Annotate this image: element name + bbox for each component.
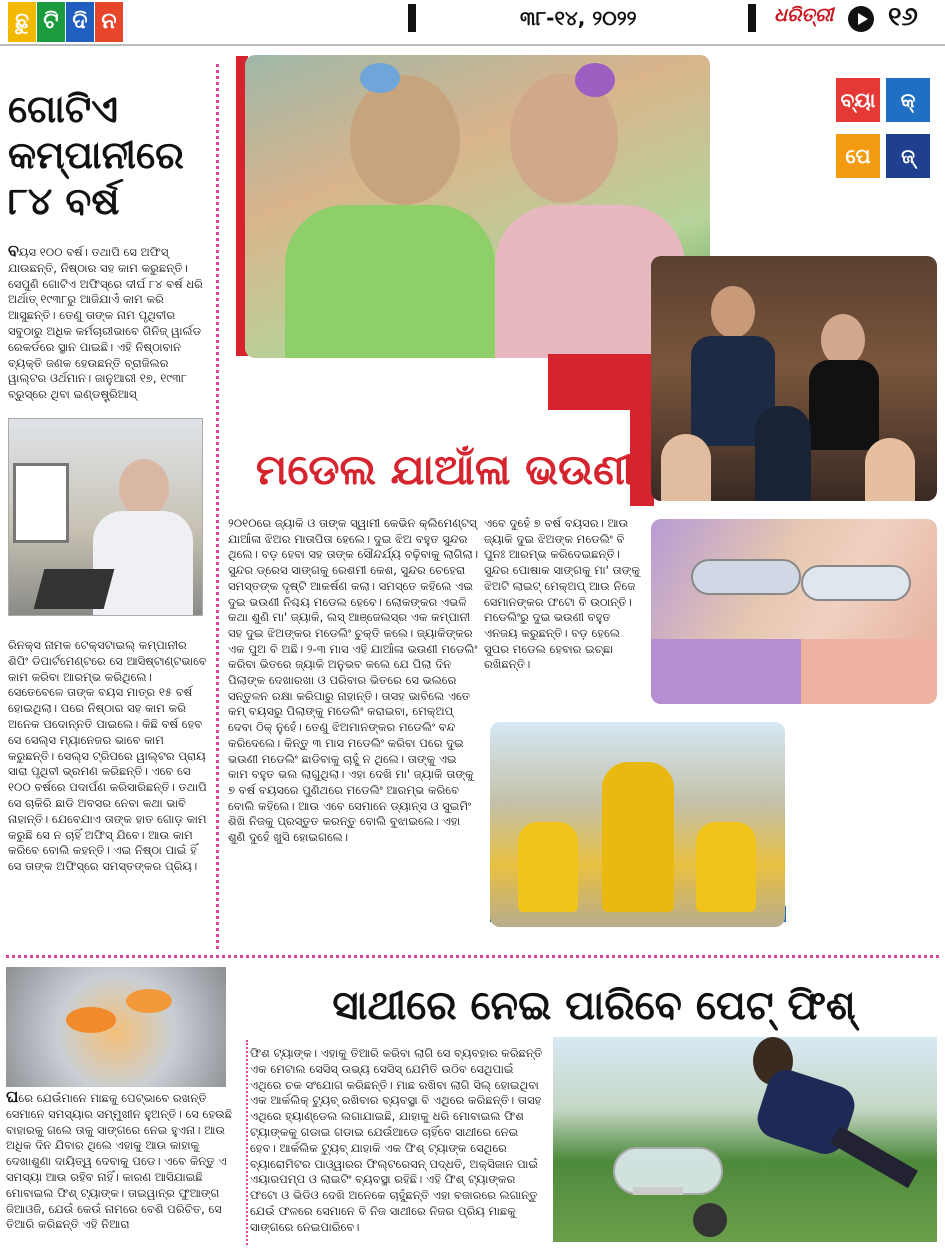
flower-crown	[575, 63, 615, 97]
badge-letter: ପେ	[836, 134, 880, 178]
woman-yellow-dress	[602, 762, 674, 912]
child	[755, 406, 811, 501]
dropcap: ବ	[8, 241, 19, 260]
column-divider	[246, 1040, 248, 1245]
man-leg	[830, 1126, 918, 1188]
green-dress	[285, 205, 495, 358]
logo-letter: ନ	[95, 2, 123, 42]
main-headline: ମଡେଲ ଯାଆଁଳା ଭଉଣୀ	[255, 445, 635, 494]
girl-head	[350, 75, 460, 205]
page-number: ୧୬	[888, 2, 918, 32]
sunglasses	[801, 565, 911, 601]
child	[661, 434, 711, 501]
newspaper-name: ଧରିତ୍ରୀ	[774, 4, 834, 26]
badge-letter: କ୍	[886, 78, 930, 122]
main-story-col1: ୨୦୧୦ରେ ଜ୍ୟାକି ଓ ତାଙ୍କ ସ୍ୱାମୀ କେଭିନ କ୍ଲିମେଣ୍ଟସ୍ ଯାଆଁଳା ଝିଅର ମାତାପିତା ହେଲେ। ଦୁଇ ଝିଅ ବହୁତ ସୁନ୍ଦର ଥିଲେ। ବଡ଼ ହେବା ସହ ତାଙ୍କ ସୌନ୍ଦର୍ଯ୍ୟ ବଢ଼ିବାକୁ ଲାଗିଲା। ସୁନ୍ଦର ଡ୍ରେସ ସାଙ୍ଗକୁ ରେଶମୀ କେଶ, ସୁନ୍ଦର ଚେହେରା ସମସ୍ତଙ୍କ ଦୃଷ୍ଟି ଆକର୍ଷଣ କଲା। ସମସ୍ତେ କହିଲେ ଏଇ ଦୁଇ ଭଉଣୀ ନିଶ୍ଚୟ ମଡେଲ ହେବେ। ଲୋକଙ୍କର ଏଭଳି କଥା ଶୁଣି ମା' ଜ୍ୟାକି, ଲସ୍ ଆଞ୍ଜେଲସ୍‌ର ଏକ କମ୍ପାନୀ ସହ ଦୁଇ ଝିଅଙ୍କର ମଡେଲିଂ ଚୁକ୍ତି କଲେ। ଜ୍ୟାକିଙ୍କର ଏକ ପୁଅ ବି ଅଛି। ୨-୩ ମାସ ଏହି ଯାଆଁଳା ଭଉଣୀ ମଡେଲିଂ କରିବା ଭିତରେ ଜ୍ୟାକି ଅନୁଭବ କଲେ ଯେ ପିଲା ଦିନ ପିଲାଙ୍କ ଦେଖାରଖା ଓ ପରିବାର ଭିତରେ ସେ ଭଲରେ ସନ୍ତୁଳନ ରକ୍ଷା କରିପାରୁ ନାହାନ୍ତି। ତାସହ ଭାବିଲେ ଏତେ କମ୍ ବୟସରୁ ପିଲାଙ୍କୁ ମଡେଲିଂ କରାଇବା, ମେକ୍ଅପ୍ ଦେବା ଠିକ୍ ନୁହେଁ। ତେଣୁ ଝିଅମାନଙ୍କର ମଡେଲିଂ ବନ୍ଦ କରିଦେଲେ। କିନ୍ତୁ ୩ ମାସ ମଡେଲିଂ କରିବା ପରେ ଦୁଇ ଭଉଣୀ ମଡେଲିଂ ଛାଡିବାକୁ ଚାହୁଁ ନ ଥିଲେ। ତାଙ୍କୁ ଏଇ କାମ ବହୁତ ଭଲ ଲାଗୁଥିଲା। ଏହା ଦେଖି ମା' ଜ୍ୟାକି ତାଙ୍କୁ ୭ ବର୍ଷ ବୟସରେ ପୁଣିଥରେ ମଡେଲିଂ ଆରମ୍ଭ କରିବେ ବୋଲି କହିଲେ। ଆଉ ଏବେ ସେମାନେ ଡ୍ୟାନ୍ସ ଓ ସୁଇମିଂ ଶିଖି ନିଜକୁ ପ୍ରସ୍ତୁତ କରନ୍ତୁ ବୋଲି ବୁଝାଇଲେ। ଏହା ଶୁଣି ଦୁହେଁ ଖୁସି ହୋଇଗଲେ।	[228, 516, 479, 845]
purple-top	[651, 639, 801, 704]
twins-photo	[245, 55, 710, 358]
goldfish-photo	[6, 967, 226, 1087]
centenarian-photo	[8, 418, 203, 616]
header-divider	[748, 4, 756, 32]
cart-wheel	[693, 1203, 727, 1237]
play-icon	[848, 6, 874, 32]
back-page-badge	[836, 78, 936, 184]
fish-headline: ସାଥୀରେ ନେଇ ପାରିବେ ପେଟ୍ ଫିଶ୍	[332, 983, 856, 1029]
issue-date: ୩୮-୧୪, ୨୦୨୨	[520, 6, 637, 30]
badge-letter: ଜ୍	[886, 134, 930, 178]
woman-body	[809, 360, 879, 450]
goldfish	[66, 1007, 116, 1033]
left-headline: ଗୋଟିଏ କମ୍ପାନୀରେ ୮୪ ବର୍ଷ	[8, 87, 184, 223]
left-story-para1: ୟସ ୧୦୦ ବର୍ଷ। ତଥାପି ସେ ଅଫିସ୍ ଯାଉଛନ୍ତି, ନିଷ୍ଠାର ସହ କାମ କରୁଛନ୍ତି। ସେପୁଣି ଗୋଟିଏ ଅଫିସ୍‌ରେ ଦୀର୍ଘ ୮୪ ବର୍ଷ ଧରି ଅର୍ଥାତ୍ ୧୯୩୮ରୁ ଆଜିଯାଏଁ କାମ କରି ଆସୁଛନ୍ତି। ତେଣୁ ତାଙ୍କ ନାମ ପୃଥିବୀର ସବୁଠାରୁ ଅଧିକ କର୍ମଚାରୀଭାବେ ଗିନିଜ୍ ୱାର୍ଲଡ ରେକର୍ଡରେ ସ୍ଥାନ ପାଇଛି। ଏହି ନିଷ୍ଠାବାନ ବ୍ୟକ୍ତି ଜଣକ ହେଉଛନ୍ତି ବ୍ରାଜିଲର ୱାଲ୍ଟର ଓର୍ଥମାନ। ଜାନୁଆରୀ ୧୭, ୧୯୩୮ ବ୍ରୁସ୍‌ରେ ଥିବା ଇଣ୍ଡଷ୍ଟ୍ରିଆସ୍	[8, 245, 203, 402]
goldfish	[126, 989, 172, 1013]
man-head	[711, 286, 755, 338]
flower-crown	[360, 63, 400, 93]
family-photo	[651, 256, 937, 501]
left-story-text	[8, 243, 208, 403]
column-divider	[216, 64, 219, 949]
child	[865, 438, 915, 501]
certificate-frame	[13, 463, 69, 543]
person-body	[93, 511, 193, 616]
yellow-dresses-photo	[490, 722, 785, 927]
peach-top	[801, 639, 937, 704]
person-head	[119, 459, 169, 517]
fish-story-col1	[6, 1089, 244, 1233]
fish-story-col1-text: ରେ ଯେଉଁମାନେ ମାଛକୁ ପେଟ୍ଭାବେ ରଖନ୍ତି ସେମାନେ ସମସ୍ୟାର ସମ୍ମୁଖୀନ ହୁଅନ୍ତି। ସେ ହେଉଛି ବାହାରକୁ ଗଲେ ତାକୁ ସାଙ୍ଗରେ ନେଇ ହୁଏନା। ଆଉ ଅଧିକ ଦିନ ଯିବାର ଥିଲେ ଏହାକୁ ଆଉ କାହାକୁ ଦେଖାଶୁଣା ଦାୟିତ୍ୱ ଦେବାକୁ ପଡେ। ଏବେ କିନ୍ତୁ ଏ ସମସ୍ୟା ଆଉ ରହିବ ନାହିଁ। କାରଣ ଆସିଯାଇଛି ମୋବାଇଲ ଫିଶ୍ ଟ୍ୟାଙ୍କ। ତାଇୱାନ୍‌ର ଫୁଆଙ୍ଗ ଜିଆଓଜି, ଯେଉଁ କେଉଁ ନାମରେ ବେଶି ପରିଚିତ, ସେ ତିଆରି କରିଛନ୍ତି ଏହି ନିଆରା	[6, 1091, 233, 1232]
dropcap: ଘ	[6, 1087, 19, 1106]
badge-letter: ବ୍ୟା	[836, 78, 880, 122]
logo-letter: ଛୁ	[8, 2, 36, 42]
girl-yellow-dress	[696, 822, 756, 912]
header-divider	[408, 4, 416, 32]
logo-letter: ଦି	[66, 2, 94, 42]
woman-head	[821, 314, 865, 366]
main-story-col2: ଏବେ ଦୁହେଁ ୭ ବର୍ଷ ବୟସର। ଆଉ ଜ୍ୟାକି ଦୁଇ ଝିଅଙ୍କ ମଡେଲିଂ ବି ପୁନଃ ଆରମ୍ଭ କରିଦେଇଛନ୍ତି। ସୁନ୍ଦର ପୋଷାକ ସାଙ୍ଗକୁ ମା' ତାଙ୍କୁ ଝିଅଟି ଲାଇଟ୍ ମେକ୍ଅପ୍ ଆଉ ନିଜେ ସେମାନଙ୍କର ଫଟୋ ବି ଉଠାନ୍ତି। ମଡେଲିଂରୁ ଦୁଇ ଭଉଣୀ ବହୁତ ଏନଜୟ କରୁଛନ୍ତି। ବଡ଼ ହେଲେ ସୁପର ମଡେଲ ହେବାର ଇଚ୍ଛା ରଖିଛନ୍ତି।	[484, 516, 640, 672]
left-story-para2: ରିନକ୍ସ ନାମକ ଟେକ୍ସଟାଇଲ୍ କମ୍ପାନୀର ଶିପିଂ ଡିପାର୍ଟମେଣ୍ଟରେ ସେ ଆସିଷ୍ଟାଣ୍ଟଭାବେ କାମ କରିବା ଆରମ୍ଭ କରିଥିଲେ। ସେତେବେଳେ ତାଙ୍କ ବୟସ ମାତ୍ର ୧୫ ବର୍ଷ ହୋଇଥିଲା। ପରେ ନିଷ୍ଠାର ସହ କାମ କରି ଅନେକ ପଦୋନ୍ନତି ପାଇଲେ। କିଛି ବର୍ଷ ହେବ ସେ ସେଲ୍ସ ମ୍ୟାନେଜର ଭାବେ କାମ କରୁଛନ୍ତି। ସେଲ୍ସ ଟ୍ରିପରେ ୱାଲ୍ଟର ପ୍ରାୟ ସାରା ପୃଥିବୀ ଭ୍ରମଣ କରିଛନ୍ତି। ଏବେ ସେ ୧୦୦ ବର୍ଷରେ ପଦାର୍ପଣ କରିସାରିଛନ୍ତି। ତଥାପି ସେ ଚାକିରି ଛାଡି ଅବସର ନେବା କଥା ଭାବି ନାହାନ୍ତି। ଯେବେଯାଏ ତାଙ୍କ ହାତ ଗୋଡ଼ କାମ କରୁଛି ସେ ନ ଚାହିଁ ଅଫିସ୍ ଯିବେ। ଆଉ କାମ କରିବେ ବୋଲି କହନ୍ତି। ଏଇ ନିଷ୍ଠା ପାଇଁ ହିଁ ସେ ତାଙ୍କ ଅଫିସ୍‌ରେ ସମସ୍ତଙ୍କର ପ୍ରିୟ।	[8, 638, 207, 874]
fish-tank-walker-photo	[553, 1037, 937, 1242]
sunglasses	[691, 559, 801, 595]
sunglasses-photo	[651, 519, 937, 704]
section-logo	[8, 2, 123, 42]
girl-yellow-dress	[518, 822, 578, 912]
cart-frame	[633, 1187, 683, 1195]
laptop	[34, 569, 115, 609]
fish-story-col2: ଫିଶ ଟ୍ୟାଙ୍କ। ଏହାକୁ ତିଆରି କରିବା ଲାଗି ସେ ବ୍ୟବହାର କରିଛନ୍ତି ଏକ ମେଟାଲ ସେସିସ୍ ଉଭ୍ୟ ସେସିସ୍ ଯେମିତି ଉଠିବ ସେଥିପାଇଁ ଏଥିରେ ଚକ ସଂଯୋଗ କରିଛନ୍ତି। ମାଛ ରଖିବା ଲାଗି ସିଲ୍ ହୋଇଥିବା ଏକ ଆର୍କଲିକ୍ ଟ୍ୟୁବ୍ ରଖିବାର ବ୍ୟବସ୍ଥା ବି ଏଥିରେ କରିଛନ୍ତି। ତାସହ ଏଥିରେ ହ୍ୟାଣ୍ଡେଲ ଲଗାଯାଇଛି, ଯାହାକୁ ଧରି ମୋବାଇଲ ଫିଶ ଟ୍ୟାଙ୍କକୁ ଗଡାଇ ଗଡାଇ ଯେଉଁଆଡେ ଚାହିଁବେ ସାଥୀରେ ନେଇ ହେବ। ଆର୍କଲିକ ଟ୍ୟୁବ୍ ଯାହାକି ଏକ ଫିଶ୍ ଟ୍ୟାଙ୍କ ସେଥିରେ ବ୍ୟାରୋମିଟର ପାଓ୍ୱାରର ଫିଲ୍ଟରେସନ୍ ପଦ୍ଧତି, ଅକ୍ସିଜାନ ପାଇଁ ଏୟାରପମ୍ପ ଓ ଲାଇଟିଂ ବ୍ୟବସ୍ଥା ରହିଛି। ଏହି ଫିଶ୍ ଟ୍ୟାଙ୍କର ଫଟୋ ଓ ଭିଡିଓ ଦେଖି ଅନେକେ ଚାହୁଁଛନ୍ତି ଏହା ବଜାରରେ ଲଗାନ୍ତୁ ଯେଉଁ ଫଳରେ ସେମାନେ ବି ନିଜ ସାଥୀରେ ନିଜର ପ୍ରିୟ ମାଛକୁ ସାଙ୍ଗରେ ନେଇପାରିବେ।	[250, 1046, 543, 1234]
logo-letter: ଟି	[37, 2, 65, 42]
section-divider	[6, 955, 939, 958]
